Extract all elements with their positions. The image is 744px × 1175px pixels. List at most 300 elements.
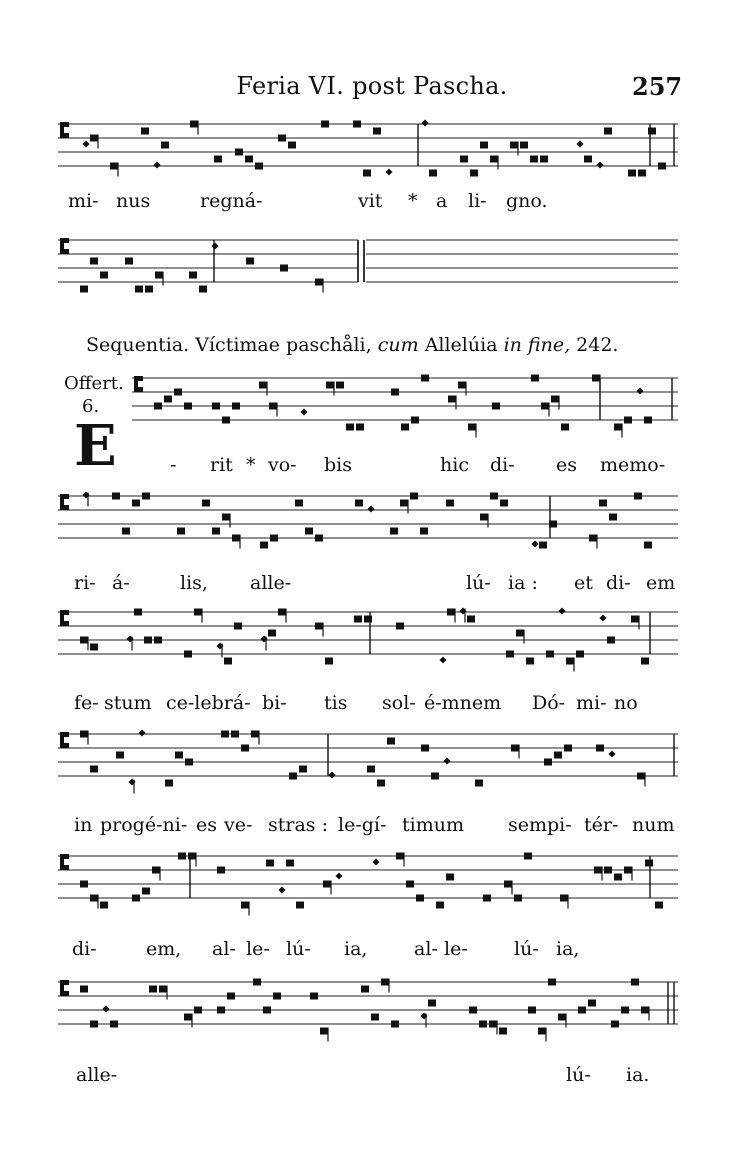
punctum-neume xyxy=(416,895,424,902)
punctum-neume xyxy=(470,170,478,177)
rhombus-neume xyxy=(558,607,565,614)
punctum-neume xyxy=(467,616,475,623)
punctum-neume xyxy=(514,895,522,902)
punctum-neume xyxy=(628,170,636,177)
punctum-neume xyxy=(554,752,562,759)
syllable: di- xyxy=(490,454,515,476)
rhombus-neume xyxy=(300,408,307,415)
punctum-neume xyxy=(429,170,437,177)
punctum-neume xyxy=(253,979,261,986)
punctum-neume xyxy=(165,780,173,787)
punctum-neume xyxy=(270,535,278,542)
syllable: di- xyxy=(72,938,97,960)
punctum-neume xyxy=(604,128,612,135)
c-clef-icon xyxy=(60,854,64,870)
punctum-neume xyxy=(155,272,163,279)
punctum-neume xyxy=(80,986,88,993)
syllable: Dó- xyxy=(532,692,566,714)
syllable: tér- xyxy=(584,814,619,836)
sequentia-page-ref: 242. xyxy=(576,334,619,356)
punctum-neume xyxy=(641,658,649,665)
staff-line-6 xyxy=(58,728,678,790)
punctum-neume xyxy=(260,542,268,549)
punctum-neume xyxy=(227,993,235,1000)
punctum-neume xyxy=(539,542,547,549)
c-clef-icon xyxy=(60,238,64,254)
punctum-neume xyxy=(401,424,409,431)
punctum-neume xyxy=(354,616,362,623)
punctum-neume xyxy=(546,651,554,658)
punctum-neume xyxy=(594,867,602,874)
punctum-neume xyxy=(305,528,313,535)
rhombus-neume xyxy=(576,140,583,147)
punctum-neume xyxy=(268,630,276,637)
punctum-neume xyxy=(589,535,597,542)
punctum-neume xyxy=(194,1007,202,1014)
punctum-neume xyxy=(621,1007,629,1014)
c-clef-icon xyxy=(64,991,69,996)
punctum-neume xyxy=(637,773,645,780)
punctum-neume xyxy=(447,609,455,616)
punctum-neume xyxy=(596,745,604,752)
punctum-neume xyxy=(149,986,157,993)
syllable: hic xyxy=(440,454,469,476)
punctum-neume xyxy=(231,731,239,738)
syllable: em, xyxy=(146,938,182,960)
syllable: * xyxy=(246,454,256,476)
staff-svg xyxy=(58,606,678,668)
staff-line-4 xyxy=(58,490,678,552)
rhombus-neume xyxy=(385,168,392,175)
punctum-neume xyxy=(259,382,267,389)
punctum-neume xyxy=(132,500,140,507)
c-clef-icon xyxy=(64,621,69,626)
syllable: in xyxy=(74,814,93,836)
punctum-neume xyxy=(320,1028,328,1035)
punctum-neume xyxy=(436,902,444,909)
syllable: memo- xyxy=(600,454,666,476)
rhombus-neume xyxy=(153,161,160,168)
punctum-neume xyxy=(367,766,375,773)
punctum-neume xyxy=(189,272,197,279)
c-clef-icon xyxy=(64,122,69,127)
punctum-neume xyxy=(511,745,519,752)
syllable: ri- xyxy=(74,572,96,594)
punctum-neume xyxy=(212,403,220,410)
punctum-neume xyxy=(578,1007,586,1014)
punctum-neume xyxy=(448,396,456,403)
rhombus-neume xyxy=(421,119,428,126)
c-clef-icon xyxy=(64,865,69,870)
punctum-neume xyxy=(648,128,656,135)
staff-line-3 xyxy=(132,372,678,434)
syllable: le- xyxy=(246,938,270,960)
punctum-neume xyxy=(658,163,666,170)
syllable: mi- xyxy=(576,692,607,714)
staff-line-5 xyxy=(58,606,678,668)
syllable: al- xyxy=(212,938,236,960)
syllable: sol- xyxy=(382,692,416,714)
punctum-neume xyxy=(142,888,150,895)
punctum-neume xyxy=(175,752,183,759)
offertory-label: Offert. xyxy=(64,373,124,394)
punctum-neume xyxy=(400,500,408,507)
sequentia-text: Sequentia. Víctimae paschåli, xyxy=(86,334,372,356)
punctum-neume xyxy=(224,658,232,665)
c-clef-icon xyxy=(64,505,69,510)
punctum-neume xyxy=(90,766,98,773)
punctum-neume xyxy=(480,142,488,149)
punctum-neume xyxy=(134,609,142,616)
punctum-neume xyxy=(421,745,429,752)
syllable: regná- xyxy=(200,190,263,212)
syllable: tis xyxy=(324,692,348,714)
punctum-neume xyxy=(631,979,639,986)
syllable: stras : xyxy=(268,814,328,836)
punctum-neume xyxy=(607,637,615,644)
syllable: ia, xyxy=(344,938,368,960)
punctum-neume xyxy=(564,745,572,752)
punctum-neume xyxy=(110,163,118,170)
punctum-neume xyxy=(241,745,249,752)
c-clef-icon xyxy=(64,610,69,615)
punctum-neume xyxy=(584,156,592,163)
punctum-neume xyxy=(364,616,372,623)
rhombus-neume xyxy=(328,771,335,778)
syllable: ia : xyxy=(508,572,538,594)
punctum-neume xyxy=(217,867,225,874)
punctum-neume xyxy=(202,500,210,507)
syllable: alle- xyxy=(250,572,292,594)
syllable: et xyxy=(574,572,593,594)
rhombus-neume xyxy=(367,505,374,512)
punctum-neume xyxy=(222,514,230,521)
punctum-neume xyxy=(145,286,153,293)
c-clef-icon xyxy=(138,387,143,392)
punctum-neume xyxy=(520,142,528,149)
punctum-neume xyxy=(141,128,149,135)
c-clef-icon xyxy=(134,376,138,392)
staff-svg xyxy=(132,372,678,434)
syllable: nus xyxy=(116,190,151,212)
punctum-neume xyxy=(588,1000,596,1007)
syllable: é-mnem xyxy=(424,692,502,714)
punctum-neume xyxy=(468,424,476,431)
syllable: progé-ni- xyxy=(100,814,188,836)
lyrics-line-5 xyxy=(0,692,744,718)
c-clef-icon xyxy=(64,743,69,748)
punctum-neume xyxy=(599,500,607,507)
punctum-neume xyxy=(288,142,296,149)
page-title: Feria VI. post Pascha. xyxy=(236,72,508,100)
punctum-neume xyxy=(624,417,632,424)
staff-svg xyxy=(58,976,678,1038)
punctum-neume xyxy=(184,1014,192,1021)
syllable: a xyxy=(436,190,448,212)
punctum-neume xyxy=(245,156,253,163)
sequentia-alleluia: Allelúia xyxy=(424,334,498,356)
c-clef-icon xyxy=(64,238,69,243)
punctum-neume xyxy=(490,493,498,500)
staff-line-1 xyxy=(58,118,678,180)
punctum-neume xyxy=(161,142,169,149)
syllable: es xyxy=(556,454,577,476)
punctum-neume xyxy=(391,389,399,396)
punctum-neume xyxy=(325,658,333,665)
punctum-neume xyxy=(80,637,88,644)
c-clef-icon xyxy=(138,376,143,381)
syllable: ia, xyxy=(556,938,580,960)
syllable: sempi- xyxy=(508,814,572,836)
syllable: num xyxy=(632,814,675,836)
punctum-neume xyxy=(154,403,162,410)
punctum-neume xyxy=(355,500,363,507)
punctum-neume xyxy=(315,623,323,630)
punctum-neume xyxy=(516,630,524,637)
c-clef-icon xyxy=(60,610,64,626)
drop-cap: E xyxy=(74,413,117,479)
syllable: ia. xyxy=(626,1064,650,1086)
punctum-neume xyxy=(391,1021,399,1028)
c-clef-icon xyxy=(60,494,64,510)
syllable: fe- xyxy=(74,692,99,714)
syllable: al- xyxy=(414,938,438,960)
punctum-neume xyxy=(446,874,454,881)
punctum-neume xyxy=(483,895,491,902)
punctum-neume xyxy=(100,902,108,909)
rhombus-neume xyxy=(531,540,538,547)
punctum-neume xyxy=(326,382,334,389)
syllable: lú- xyxy=(514,938,539,960)
punctum-neume xyxy=(560,895,568,902)
punctum-neume xyxy=(234,623,242,630)
punctum-neume xyxy=(551,396,559,403)
punctum-neume xyxy=(489,1021,497,1028)
punctum-neume xyxy=(406,881,414,888)
punctum-neume xyxy=(188,853,196,860)
rhombus-neume xyxy=(372,858,379,865)
syllable: lú- xyxy=(466,572,491,594)
punctum-neume xyxy=(611,1021,619,1028)
punctum-neume xyxy=(614,424,622,431)
punctum-neume xyxy=(323,881,331,888)
punctum-neume xyxy=(644,417,652,424)
punctum-neume xyxy=(184,651,192,658)
punctum-neume xyxy=(178,853,186,860)
syllable: ve- xyxy=(224,814,253,836)
punctum-neume xyxy=(159,986,167,993)
punctum-neume xyxy=(144,637,152,644)
staff-svg xyxy=(58,850,678,912)
punctum-neume xyxy=(524,853,532,860)
syllable: vo- xyxy=(268,454,297,476)
punctum-neume xyxy=(410,493,418,500)
c-clef-icon xyxy=(64,133,69,138)
punctum-neume xyxy=(90,644,98,651)
c-clef-icon xyxy=(60,980,64,996)
rhombus-neume xyxy=(439,656,446,663)
syllable: no xyxy=(614,692,638,714)
punctum-neume xyxy=(110,1021,118,1028)
punctum-neume xyxy=(396,623,404,630)
punctum-neume xyxy=(544,759,552,766)
punctum-neume xyxy=(122,528,130,535)
punctum-neume xyxy=(504,881,512,888)
punctum-neume xyxy=(526,658,534,665)
punctum-neume xyxy=(638,170,646,177)
rhombus-neume xyxy=(596,161,603,168)
lyrics-line-7 xyxy=(0,938,744,964)
punctum-neume xyxy=(631,616,639,623)
punctum-neume xyxy=(500,500,508,507)
c-clef-icon xyxy=(60,732,64,748)
punctum-neume xyxy=(634,493,642,500)
syllable: mi- xyxy=(68,190,99,212)
punctum-neume xyxy=(217,1007,225,1014)
lyrics-line-4 xyxy=(0,572,744,598)
lyrics-line-8 xyxy=(0,1064,744,1090)
syllable: timum xyxy=(402,814,464,836)
punctum-neume xyxy=(387,738,395,745)
punctum-neume xyxy=(499,1028,507,1035)
punctum-neume xyxy=(255,163,263,170)
rhombus-neume xyxy=(82,140,89,147)
syllable: em xyxy=(646,572,676,594)
punctum-neume xyxy=(336,382,344,389)
punctum-neume xyxy=(644,542,652,549)
punctum-neume xyxy=(492,403,500,410)
syllable: ce-lebrá- xyxy=(166,692,251,714)
punctum-neume xyxy=(190,121,198,128)
syllable: vit xyxy=(358,190,383,212)
punctum-neume xyxy=(80,731,88,738)
punctum-neume xyxy=(90,258,98,265)
staff-line-2 xyxy=(58,234,678,296)
punctum-neume xyxy=(428,1000,436,1007)
sequentia-cum: cum xyxy=(377,334,419,356)
syllable: rit xyxy=(210,454,233,476)
syllable: * xyxy=(408,190,418,212)
punctum-neume xyxy=(490,156,498,163)
syllable: bis xyxy=(324,454,352,476)
punctum-neume xyxy=(212,528,220,535)
punctum-neume xyxy=(480,514,488,521)
rhombus-neume xyxy=(599,614,606,621)
rhombus-neume xyxy=(335,872,342,879)
syllable: - xyxy=(170,454,177,476)
punctum-neume xyxy=(278,135,286,142)
syllable: lis, xyxy=(180,572,208,594)
staff-svg xyxy=(58,490,678,552)
punctum-neume xyxy=(269,403,277,410)
staff-svg xyxy=(58,234,678,296)
punctum-neume xyxy=(246,258,254,265)
syllable: le- xyxy=(444,938,468,960)
punctum-neume xyxy=(614,874,622,881)
punctum-neume xyxy=(390,528,398,535)
punctum-neume xyxy=(116,752,124,759)
punctum-neume xyxy=(609,514,617,521)
punctum-neume xyxy=(460,156,468,163)
punctum-neume xyxy=(363,170,371,177)
staff-svg xyxy=(58,728,678,790)
punctum-neume xyxy=(80,286,88,293)
punctum-neume xyxy=(561,424,569,431)
punctum-neume xyxy=(289,773,297,780)
punctum-neume xyxy=(90,135,98,142)
lyrics-line-1 xyxy=(0,190,744,216)
rhombus-neume xyxy=(636,387,643,394)
punctum-neume xyxy=(446,500,454,507)
rhombus-neume xyxy=(102,1005,109,1012)
punctum-neume xyxy=(346,424,354,431)
punctum-neume xyxy=(232,535,240,542)
punctum-neume xyxy=(125,258,133,265)
punctum-neume xyxy=(100,272,108,279)
rhombus-neume xyxy=(278,886,285,893)
punctum-neume xyxy=(235,149,243,156)
punctum-neume xyxy=(475,780,483,787)
punctum-neume xyxy=(356,424,364,431)
punctum-neume xyxy=(266,860,274,867)
punctum-neume xyxy=(199,286,207,293)
punctum-neume xyxy=(371,1014,379,1021)
punctum-neume xyxy=(479,1021,487,1028)
punctum-neume xyxy=(185,759,193,766)
punctum-neume xyxy=(538,1028,546,1035)
punctum-neume xyxy=(592,375,600,382)
punctum-neume xyxy=(645,860,653,867)
punctum-neume xyxy=(263,1007,271,1014)
punctum-neume xyxy=(90,1021,98,1028)
punctum-neume xyxy=(566,658,574,665)
punctum-neume xyxy=(531,375,539,382)
punctum-neume xyxy=(469,1007,477,1014)
page-number: 257 xyxy=(632,72,683,101)
staff-svg xyxy=(58,118,678,180)
rhombus-neume xyxy=(211,242,218,249)
punctum-neume xyxy=(411,417,419,424)
syllable: li- xyxy=(468,190,487,212)
punctum-neume xyxy=(135,286,143,293)
punctum-neume xyxy=(506,651,514,658)
punctum-neume xyxy=(164,396,172,403)
c-clef-icon xyxy=(64,732,69,737)
punctum-neume xyxy=(299,766,307,773)
punctum-neume xyxy=(174,389,182,396)
punctum-neume xyxy=(184,403,192,410)
sequentia-rubric xyxy=(86,334,618,356)
punctum-neume xyxy=(421,375,429,382)
punctum-neume xyxy=(80,881,88,888)
punctum-neume xyxy=(381,979,389,986)
punctum-neume xyxy=(280,265,288,272)
offertory-number: 6. xyxy=(82,396,100,417)
punctum-neume xyxy=(222,417,230,424)
punctum-neume xyxy=(112,493,120,500)
syllable: gno. xyxy=(506,190,548,212)
punctum-neume xyxy=(315,535,323,542)
punctum-neume xyxy=(194,609,202,616)
punctum-neume xyxy=(361,986,369,993)
punctum-neume xyxy=(310,993,318,1000)
punctum-neume xyxy=(576,651,584,658)
rhombus-neume xyxy=(138,729,145,736)
lyrics-line-3 xyxy=(0,454,744,480)
punctum-neume xyxy=(541,403,549,410)
punctum-neume xyxy=(558,1014,566,1021)
punctum-neume xyxy=(396,853,404,860)
